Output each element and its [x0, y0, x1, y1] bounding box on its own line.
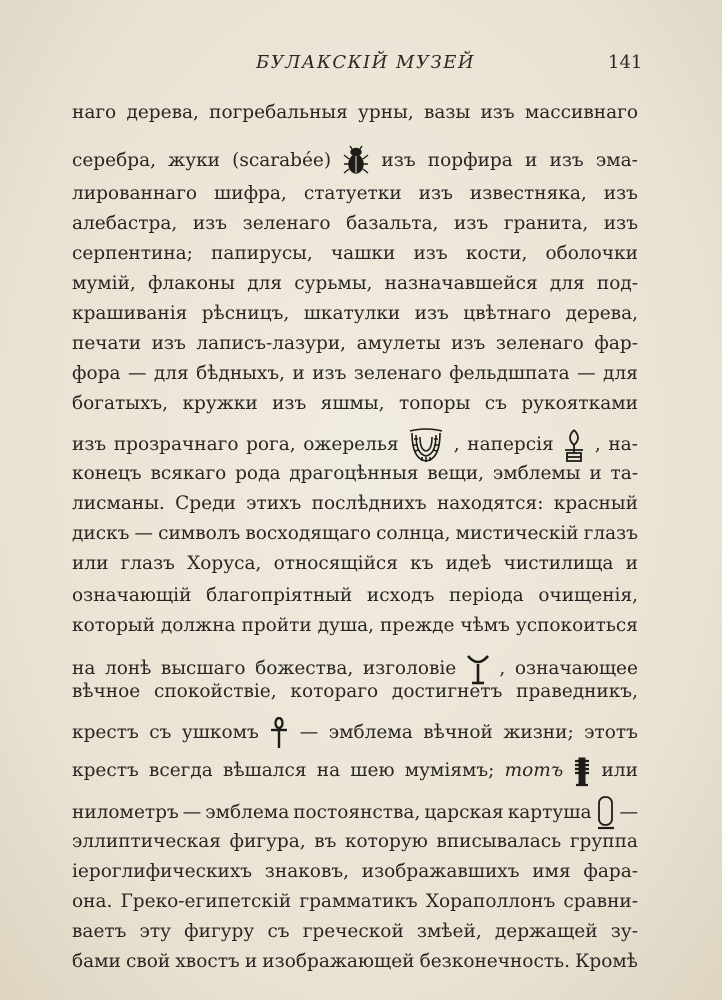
- word: символъ: [158, 523, 241, 544]
- word: или: [72, 553, 109, 574]
- text-line: [72, 923, 638, 942]
- word: всегда: [148, 759, 213, 781]
- word: —: [134, 523, 154, 544]
- word: постоянства,: [293, 801, 421, 823]
- word: кружки: [182, 393, 258, 414]
- word: рога,: [246, 433, 296, 455]
- text-line: [72, 104, 638, 123]
- word: рукоятками: [521, 393, 638, 414]
- word: эмблема: [205, 801, 290, 823]
- word: назначавшейся: [384, 273, 538, 294]
- word: идеѣ: [445, 553, 492, 574]
- word: изъ: [151, 333, 186, 354]
- word: безконечность.: [419, 951, 570, 972]
- text-line: [72, 395, 638, 414]
- word: фигуру: [184, 921, 255, 942]
- word: прежде: [379, 615, 455, 636]
- word: изъ: [549, 149, 584, 171]
- word: на: [316, 759, 341, 781]
- word: держащей: [494, 921, 598, 942]
- text-line: [72, 335, 638, 354]
- word: изъ: [451, 333, 486, 354]
- text-line: [72, 755, 638, 787]
- word: и: [524, 149, 538, 171]
- word: лонѣ: [104, 657, 152, 679]
- word: дерева,: [126, 102, 199, 123]
- word: царская: [424, 801, 504, 823]
- word: для: [153, 363, 189, 384]
- word: изъ: [603, 183, 638, 204]
- word: красный: [553, 493, 638, 514]
- word: —: [619, 801, 638, 823]
- word: относящійся: [273, 553, 398, 574]
- text-line: [72, 795, 638, 831]
- word: тотъ: [504, 759, 564, 781]
- word: означающее: [514, 657, 638, 679]
- word: яшмы,: [320, 393, 385, 414]
- word: знаковъ,: [264, 861, 350, 882]
- word: наго: [72, 102, 117, 123]
- word: котораго: [290, 681, 379, 702]
- word: свой: [126, 951, 171, 972]
- word: —: [127, 363, 147, 384]
- word: дерева,: [565, 303, 638, 324]
- word: на-: [608, 433, 638, 455]
- word: изъ: [480, 102, 515, 123]
- word: и: [244, 951, 258, 972]
- text-line: [72, 245, 638, 264]
- word: ,: [594, 433, 601, 455]
- word: шкатулки: [303, 303, 401, 324]
- word: зеленаго: [242, 213, 331, 234]
- word: кости,: [465, 243, 528, 264]
- word: этотъ: [584, 721, 638, 743]
- word: —: [182, 801, 202, 823]
- text-line: [72, 425, 638, 465]
- word: серпентина;: [72, 243, 193, 264]
- word: погребальныя: [209, 102, 348, 123]
- word: статуетки: [303, 183, 402, 204]
- word: бами: [72, 951, 121, 972]
- word: шифра,: [214, 183, 287, 204]
- word: фора: [72, 363, 121, 384]
- word: —: [299, 721, 319, 743]
- word: змѣей,: [416, 921, 482, 942]
- word: съ: [267, 921, 290, 942]
- word: изъ: [381, 149, 416, 171]
- word: чѣмъ: [460, 615, 510, 636]
- text-line: [72, 953, 638, 972]
- word: для: [549, 273, 585, 294]
- word: высшаго: [160, 657, 246, 679]
- word: сурьмы,: [294, 273, 373, 294]
- word: крестъ: [72, 759, 139, 781]
- word: ,: [453, 433, 460, 455]
- text-line: [72, 617, 638, 636]
- text-line: [72, 863, 638, 882]
- word: рода: [235, 463, 281, 484]
- word: для: [247, 273, 283, 294]
- word: означающій: [72, 585, 192, 606]
- word: базальта,: [346, 213, 439, 234]
- word: солнца,: [376, 523, 451, 544]
- word: вазы: [423, 102, 471, 123]
- word: лаписъ-лазури,: [196, 333, 347, 354]
- word: благопріятный: [206, 585, 353, 606]
- word: наперсія: [467, 433, 554, 455]
- word: изъ: [454, 213, 489, 234]
- word: изголовіе: [362, 657, 457, 679]
- word: эма-: [595, 149, 638, 171]
- word: праведникъ,: [516, 681, 638, 702]
- word: порфира: [427, 149, 513, 171]
- word: Кромѣ: [575, 951, 638, 972]
- word: изъ: [192, 213, 228, 234]
- ankh-icon: [269, 717, 289, 749]
- word: оболочки: [545, 243, 638, 264]
- word: драгоцѣнныя: [289, 463, 419, 484]
- necklace-icon: [406, 425, 446, 465]
- word: фара-: [583, 861, 638, 882]
- word: хвостъ: [175, 951, 240, 972]
- word: крестъ: [72, 721, 139, 743]
- word: вещи,: [427, 463, 485, 484]
- cartouche-icon: [596, 795, 616, 831]
- word: и: [625, 553, 638, 574]
- word: на: [72, 657, 96, 679]
- word: (scarabée): [232, 149, 332, 171]
- word: іероглифическихъ: [72, 861, 253, 882]
- word: достигнетъ: [391, 681, 503, 702]
- word: сравни-: [563, 891, 638, 912]
- word: исходъ: [366, 585, 435, 606]
- word: грамматикъ: [299, 891, 418, 912]
- word: крашиванія: [72, 303, 188, 324]
- word: фигура,: [229, 831, 306, 852]
- word: чистилища: [503, 553, 614, 574]
- word: дискъ: [72, 523, 130, 544]
- text-line: [72, 145, 638, 177]
- word: который: [72, 615, 155, 636]
- word: и: [589, 463, 602, 484]
- word: изъ: [312, 363, 347, 384]
- text-line: [72, 833, 638, 852]
- page-header: [0, 52, 722, 76]
- word: послѣднихъ: [311, 493, 427, 514]
- word: вѣчной: [423, 721, 493, 743]
- word: ,: [499, 657, 506, 679]
- word: серебра,: [72, 149, 156, 171]
- word: успокоиться: [515, 615, 638, 636]
- word: съ: [484, 393, 507, 414]
- word: изъ: [603, 213, 638, 234]
- running-title: БУЛАКСКІЙ МУЗЕЙ: [256, 52, 476, 73]
- word: лированнаго: [72, 183, 198, 204]
- text-line: [72, 495, 638, 514]
- word: которую: [344, 831, 428, 852]
- word: восходящаго: [245, 523, 371, 544]
- text-line: [72, 893, 638, 912]
- word: эмблемы: [492, 463, 581, 484]
- word: Греко-египетскій: [120, 891, 292, 912]
- word: зу-: [610, 921, 638, 942]
- word: цвѣтнаго: [463, 303, 552, 324]
- word: находятся:: [436, 493, 544, 514]
- text-line: [72, 683, 638, 702]
- word: въ: [314, 831, 337, 852]
- word: этихъ: [246, 493, 302, 514]
- word: топоры: [398, 393, 471, 414]
- word: періода: [449, 585, 524, 606]
- text-line: [72, 555, 638, 574]
- word: божества,: [255, 657, 354, 679]
- word: для: [603, 363, 638, 384]
- word: ожерелья: [303, 433, 399, 455]
- word: она.: [72, 891, 113, 912]
- word: —: [577, 363, 596, 384]
- word: богатыхъ,: [72, 393, 169, 414]
- word: зеленаго: [353, 363, 442, 384]
- text-line: [72, 587, 638, 606]
- word: конецъ: [72, 463, 142, 484]
- word: и: [292, 363, 305, 384]
- word: жуки: [168, 149, 220, 171]
- word: прозрачнаго: [113, 433, 239, 455]
- word: всякаго: [150, 463, 227, 484]
- word: папирусы,: [211, 243, 313, 264]
- word: Хораполлонъ: [425, 891, 556, 912]
- word: мумій,: [72, 273, 136, 294]
- word: Среди: [175, 493, 236, 514]
- word: имя: [532, 861, 571, 882]
- word: ушкомъ: [181, 721, 259, 743]
- djed-icon: [573, 755, 591, 787]
- text-line: [72, 465, 638, 484]
- word: или: [601, 759, 638, 781]
- word: душа,: [317, 615, 375, 636]
- word: греческой: [302, 921, 404, 942]
- word: известняка,: [469, 183, 587, 204]
- word: изображающей: [262, 951, 415, 972]
- word: къ: [410, 553, 434, 574]
- word: картуша: [507, 801, 592, 823]
- word: под-: [596, 273, 638, 294]
- word: очищенія,: [538, 585, 638, 606]
- word: вѣчное: [72, 681, 141, 702]
- word: мистическій: [455, 523, 579, 544]
- scarab-icon: [343, 145, 369, 177]
- text-line: [72, 185, 638, 204]
- word: изъ: [272, 393, 307, 414]
- word: эмблема: [328, 721, 413, 743]
- page-number: 141: [608, 52, 643, 73]
- word: изъ: [72, 433, 107, 455]
- word: печати: [72, 333, 142, 354]
- text-line: [72, 215, 638, 234]
- word: шею: [350, 759, 395, 781]
- word: фельдшпата: [449, 363, 570, 384]
- word: амулеты: [356, 333, 441, 354]
- word: пройти: [241, 615, 312, 636]
- word: вѣшался: [222, 759, 307, 781]
- text-line: [72, 717, 638, 749]
- word: эллиптическая: [72, 831, 221, 852]
- word: чашки: [330, 243, 396, 264]
- word: глазъ: [583, 523, 638, 544]
- word: вписывалась: [436, 831, 562, 852]
- word: рѣсницъ,: [201, 303, 290, 324]
- word: эту: [139, 921, 172, 942]
- word: та-: [610, 463, 638, 484]
- word: глазъ: [120, 553, 175, 574]
- word: массивнаго: [524, 102, 638, 123]
- word: съ: [149, 721, 172, 743]
- word: флаконы: [148, 273, 236, 294]
- word: изъ: [414, 303, 449, 324]
- word: группа: [569, 831, 638, 852]
- word: жизни;: [503, 721, 574, 743]
- word: изъ: [418, 183, 453, 204]
- word: должна: [160, 615, 236, 636]
- word: гранита,: [503, 213, 589, 234]
- word: изъ: [413, 243, 448, 264]
- pectoral-icon: [561, 426, 587, 464]
- word: спокойствіе,: [153, 681, 277, 702]
- word: ваетъ: [72, 921, 127, 942]
- text-line: [72, 525, 638, 544]
- word: урны,: [358, 102, 414, 123]
- word: муміямъ;: [404, 759, 495, 781]
- word: фар-: [594, 333, 638, 354]
- text-line: [72, 305, 638, 324]
- word: Хоруса,: [187, 553, 262, 574]
- word: лисманы.: [72, 493, 165, 514]
- text-line: [72, 365, 638, 384]
- word: нилометръ: [72, 801, 179, 823]
- word: изображавшихъ: [361, 861, 520, 882]
- word: зеленаго: [495, 333, 584, 354]
- word: алебастра,: [72, 213, 178, 234]
- text-line: [72, 275, 638, 294]
- word: бѣдныхъ,: [196, 363, 285, 384]
